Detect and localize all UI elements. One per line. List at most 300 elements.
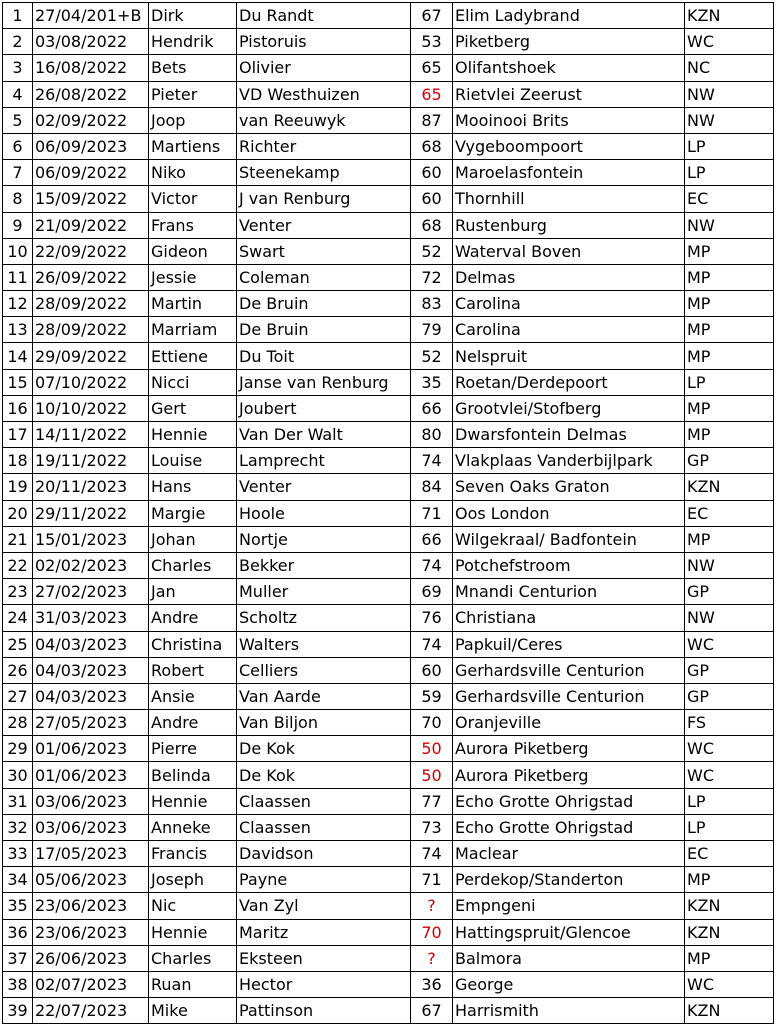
province-cell[interactable]: WC (685, 29, 774, 55)
last-name-cell[interactable]: J van Renburg (237, 186, 411, 212)
first-name-cell[interactable]: Joseph (149, 867, 237, 893)
first-name-cell[interactable]: Pierre (149, 736, 237, 762)
first-name-cell[interactable]: Dirk (149, 3, 237, 29)
date-cell[interactable]: 02/02/2023 (33, 552, 149, 578)
province-cell[interactable]: LP (685, 160, 774, 186)
province-cell[interactable]: GP (685, 657, 774, 683)
age-cell[interactable]: 52 (411, 238, 453, 264)
date-cell[interactable]: 23/06/2023 (33, 893, 149, 919)
spreadsheet-table (2, 2, 774, 1024)
age-cell[interactable]: 66 (411, 526, 453, 552)
age-cell[interactable]: 74 (411, 552, 453, 578)
date-cell[interactable]: 16/08/2022 (33, 55, 149, 81)
last-name-cell[interactable]: Scholtz (237, 605, 411, 631)
last-name-cell[interactable]: Van Zyl (237, 893, 411, 919)
row-number-cell[interactable]: 21 (3, 526, 33, 552)
place-cell[interactable]: Rustenburg (453, 212, 685, 238)
first-name-cell[interactable]: Andre (149, 710, 237, 736)
age-cell[interactable]: 77 (411, 788, 453, 814)
table-row (3, 422, 774, 448)
date-cell[interactable]: 06/09/2023 (33, 133, 149, 159)
province-cell[interactable]: GP (685, 579, 774, 605)
table-row (3, 579, 774, 605)
last-name-cell[interactable]: De Bruin (237, 291, 411, 317)
first-name-cell[interactable]: Mike (149, 998, 237, 1024)
place-cell[interactable]: Empngeni (453, 893, 685, 919)
place-cell[interactable]: Mooinooi Brits (453, 107, 685, 133)
row-number-cell[interactable]: 2 (3, 29, 33, 55)
date-cell[interactable]: 20/11/2023 (33, 474, 149, 500)
place-cell[interactable]: Rietvlei Zeerust (453, 81, 685, 107)
age-cell[interactable]: 70 (411, 710, 453, 736)
row-number-cell[interactable]: 26 (3, 657, 33, 683)
table-row (3, 55, 774, 81)
place-cell[interactable]: Harrismith (453, 998, 685, 1024)
age-cell[interactable]: 71 (411, 867, 453, 893)
province-cell[interactable]: MP (685, 526, 774, 552)
province-cell[interactable]: MP (685, 238, 774, 264)
row-number-cell[interactable]: 14 (3, 343, 33, 369)
row-number-cell[interactable]: 12 (3, 291, 33, 317)
place-cell[interactable]: Delmas (453, 264, 685, 290)
date-cell[interactable]: 28/09/2022 (33, 317, 149, 343)
last-name-cell[interactable]: Muller (237, 579, 411, 605)
first-name-cell[interactable]: Nic (149, 893, 237, 919)
table-row (3, 631, 774, 657)
first-name-cell[interactable]: Hans (149, 474, 237, 500)
place-cell[interactable]: Nelspruit (453, 343, 685, 369)
date-cell[interactable]: 23/06/2023 (33, 919, 149, 945)
row-number-cell[interactable]: 5 (3, 107, 33, 133)
age-cell[interactable]: 66 (411, 395, 453, 421)
first-name-cell[interactable]: Andre (149, 605, 237, 631)
date-cell[interactable]: 19/11/2022 (33, 448, 149, 474)
row-number-cell[interactable]: 10 (3, 238, 33, 264)
place-cell[interactable]: Elim Ladybrand (453, 3, 685, 29)
table-row (3, 291, 774, 317)
first-name-cell[interactable]: Louise (149, 448, 237, 474)
date-cell[interactable]: 04/03/2023 (33, 631, 149, 657)
place-cell[interactable]: Olifantshoek (453, 55, 685, 81)
province-cell[interactable]: NW (685, 81, 774, 107)
date-cell[interactable]: 26/09/2022 (33, 264, 149, 290)
date-cell[interactable]: 04/03/2023 (33, 683, 149, 709)
age-cell[interactable]: 52 (411, 343, 453, 369)
first-name-cell[interactable]: Victor (149, 186, 237, 212)
place-cell[interactable]: Seven Oaks Graton (453, 474, 685, 500)
date-cell[interactable]: 28/09/2022 (33, 291, 149, 317)
row-number-cell[interactable]: 19 (3, 474, 33, 500)
last-name-cell[interactable]: Steenekamp (237, 160, 411, 186)
row-number-cell[interactable]: 22 (3, 552, 33, 578)
first-name-cell[interactable]: Gideon (149, 238, 237, 264)
place-cell[interactable]: Piketberg (453, 29, 685, 55)
age-cell[interactable]: 84 (411, 474, 453, 500)
first-name-cell[interactable]: Ruan (149, 971, 237, 997)
age-cell[interactable]: 60 (411, 186, 453, 212)
place-cell[interactable]: Christiana (453, 605, 685, 631)
last-name-cell[interactable]: Van Biljon (237, 710, 411, 736)
place-cell[interactable]: Potchefstroom (453, 552, 685, 578)
row-number-cell[interactable]: 38 (3, 971, 33, 997)
first-name-cell[interactable]: Belinda (149, 762, 237, 788)
province-cell[interactable]: KZN (685, 998, 774, 1024)
place-cell[interactable]: Oranjeville (453, 710, 685, 736)
place-cell[interactable]: Aurora Piketberg (453, 736, 685, 762)
place-cell[interactable]: Balmora (453, 945, 685, 971)
row-number-cell[interactable]: 36 (3, 919, 33, 945)
last-name-cell[interactable]: De Kok (237, 736, 411, 762)
date-cell[interactable]: 22/09/2022 (33, 238, 149, 264)
first-name-cell[interactable]: Charles (149, 945, 237, 971)
table-row (3, 605, 774, 631)
date-cell[interactable]: 27/02/2023 (33, 579, 149, 605)
first-name-cell[interactable]: Hennie (149, 788, 237, 814)
age-cell[interactable]: 60 (411, 657, 453, 683)
province-cell[interactable]: EC (685, 841, 774, 867)
last-name-cell[interactable]: Lamprecht (237, 448, 411, 474)
age-cell[interactable]: 50 (411, 762, 453, 788)
first-name-cell[interactable]: Ansie (149, 683, 237, 709)
table-row (3, 29, 774, 55)
first-name-cell[interactable]: Hennie (149, 919, 237, 945)
row-number-cell[interactable]: 17 (3, 422, 33, 448)
last-name-cell[interactable]: Du Toit (237, 343, 411, 369)
age-cell[interactable]: 72 (411, 264, 453, 290)
first-name-cell[interactable]: Hendrik (149, 29, 237, 55)
age-cell[interactable]: 65 (411, 55, 453, 81)
place-cell[interactable]: Maclear (453, 841, 685, 867)
province-cell[interactable]: KZN (685, 919, 774, 945)
date-cell[interactable]: 27/04/201+B (33, 3, 149, 29)
date-cell[interactable]: 26/06/2023 (33, 945, 149, 971)
place-cell[interactable]: Carolina (453, 317, 685, 343)
province-cell[interactable]: GP (685, 448, 774, 474)
province-cell[interactable]: MP (685, 422, 774, 448)
date-cell[interactable]: 14/11/2022 (33, 422, 149, 448)
last-name-cell[interactable]: Van Der Walt (237, 422, 411, 448)
age-cell[interactable]: 74 (411, 631, 453, 657)
first-name-cell[interactable]: Hennie (149, 422, 237, 448)
date-cell[interactable]: 15/09/2022 (33, 186, 149, 212)
last-name-cell[interactable]: Bekker (237, 552, 411, 578)
place-cell[interactable]: Papkuil/Ceres (453, 631, 685, 657)
age-cell[interactable]: 65 (411, 81, 453, 107)
age-cell[interactable]: 68 (411, 212, 453, 238)
province-cell[interactable]: NC (685, 55, 774, 81)
province-cell[interactable]: LP (685, 788, 774, 814)
table-row (3, 710, 774, 736)
last-name-cell[interactable]: Payne (237, 867, 411, 893)
row-number-cell[interactable]: 39 (3, 998, 33, 1024)
date-cell[interactable]: 26/08/2022 (33, 81, 149, 107)
age-cell[interactable]: 35 (411, 369, 453, 395)
province-cell[interactable]: KZN (685, 3, 774, 29)
province-cell[interactable]: KZN (685, 474, 774, 500)
table-row (3, 369, 774, 395)
place-cell[interactable]: Waterval Boven (453, 238, 685, 264)
place-cell[interactable]: Mnandi Centurion (453, 579, 685, 605)
row-number-cell[interactable]: 18 (3, 448, 33, 474)
table-row (3, 552, 774, 578)
place-cell[interactable]: Carolina (453, 291, 685, 317)
date-cell[interactable]: 06/09/2022 (33, 160, 149, 186)
age-cell[interactable]: 68 (411, 133, 453, 159)
province-cell[interactable]: WC (685, 631, 774, 657)
last-name-cell[interactable]: Venter (237, 474, 411, 500)
first-name-cell[interactable]: Niko (149, 160, 237, 186)
place-cell[interactable]: Echo Grotte Ohrigstad (453, 788, 685, 814)
row-number-cell[interactable]: 16 (3, 395, 33, 421)
date-cell[interactable]: 17/05/2023 (33, 841, 149, 867)
first-name-cell[interactable]: Martiens (149, 133, 237, 159)
place-cell[interactable]: Oos London (453, 500, 685, 526)
table-row (3, 264, 774, 290)
table-row (3, 971, 774, 997)
province-cell[interactable]: EC (685, 500, 774, 526)
date-cell[interactable]: 29/11/2022 (33, 500, 149, 526)
first-name-cell[interactable]: Anneke (149, 814, 237, 840)
age-cell[interactable]: 50 (411, 736, 453, 762)
age-cell[interactable]: 67 (411, 998, 453, 1024)
date-cell[interactable]: 01/06/2023 (33, 762, 149, 788)
first-name-cell[interactable]: Margie (149, 500, 237, 526)
last-name-cell[interactable]: Venter (237, 212, 411, 238)
row-number-cell[interactable]: 11 (3, 264, 33, 290)
last-name-cell[interactable]: Davidson (237, 841, 411, 867)
place-cell[interactable]: Perdekop/Standerton (453, 867, 685, 893)
first-name-cell[interactable]: Francis (149, 841, 237, 867)
first-name-cell[interactable]: Bets (149, 55, 237, 81)
first-name-cell[interactable]: Gert (149, 395, 237, 421)
age-cell[interactable]: 70 (411, 919, 453, 945)
date-cell[interactable]: 31/03/2023 (33, 605, 149, 631)
first-name-cell[interactable]: Marriam (149, 317, 237, 343)
province-cell[interactable]: WC (685, 736, 774, 762)
place-cell[interactable]: Grootvlei/Stofberg (453, 395, 685, 421)
place-cell[interactable]: Dwarsfontein Delmas (453, 422, 685, 448)
row-number-cell[interactable]: 27 (3, 683, 33, 709)
row-number-cell[interactable]: 3 (3, 55, 33, 81)
age-cell[interactable]: 73 (411, 814, 453, 840)
table-row (3, 683, 774, 709)
last-name-cell[interactable]: Joubert (237, 395, 411, 421)
place-cell[interactable]: Aurora Piketberg (453, 762, 685, 788)
age-cell[interactable]: 69 (411, 579, 453, 605)
date-cell[interactable]: 03/08/2022 (33, 29, 149, 55)
place-cell[interactable]: Maroelasfontein (453, 160, 685, 186)
row-number-cell[interactable]: 20 (3, 500, 33, 526)
province-cell[interactable]: FS (685, 710, 774, 736)
last-name-cell[interactable]: Pistoruis (237, 29, 411, 55)
row-number-cell[interactable]: 28 (3, 710, 33, 736)
last-name-cell[interactable]: Pattinson (237, 998, 411, 1024)
date-cell[interactable]: 02/07/2023 (33, 971, 149, 997)
table-row (3, 526, 774, 552)
last-name-cell[interactable]: van Reeuwyk (237, 107, 411, 133)
place-cell[interactable]: George (453, 971, 685, 997)
row-number-cell[interactable]: 9 (3, 212, 33, 238)
row-number-cell[interactable]: 25 (3, 631, 33, 657)
province-cell[interactable]: MP (685, 395, 774, 421)
last-name-cell[interactable]: Van Aarde (237, 683, 411, 709)
province-cell[interactable]: NW (685, 212, 774, 238)
table-row (3, 395, 774, 421)
date-cell[interactable]: 05/06/2023 (33, 867, 149, 893)
row-number-cell[interactable]: 6 (3, 133, 33, 159)
province-cell[interactable]: NW (685, 107, 774, 133)
age-cell[interactable]: ? (411, 945, 453, 971)
province-cell[interactable]: MP (685, 291, 774, 317)
date-cell[interactable]: 02/09/2022 (33, 107, 149, 133)
age-cell[interactable]: 80 (411, 422, 453, 448)
age-cell[interactable]: 83 (411, 291, 453, 317)
date-cell[interactable]: 21/09/2022 (33, 212, 149, 238)
place-cell[interactable]: Gerhardsville Centurion (453, 683, 685, 709)
province-cell[interactable]: WC (685, 762, 774, 788)
age-cell[interactable]: 71 (411, 500, 453, 526)
province-cell[interactable]: LP (685, 133, 774, 159)
table-row (3, 762, 774, 788)
age-cell[interactable]: 60 (411, 160, 453, 186)
first-name-cell[interactable]: Pieter (149, 81, 237, 107)
province-cell[interactable]: NW (685, 552, 774, 578)
last-name-cell[interactable]: Richter (237, 133, 411, 159)
province-cell[interactable]: EC (685, 186, 774, 212)
last-name-cell[interactable]: VD Westhuizen (237, 81, 411, 107)
province-cell[interactable]: WC (685, 971, 774, 997)
age-cell[interactable]: ? (411, 893, 453, 919)
date-cell[interactable]: 22/07/2023 (33, 998, 149, 1024)
row-number-cell[interactable]: 34 (3, 867, 33, 893)
row-number-cell[interactable]: 30 (3, 762, 33, 788)
last-name-cell[interactable]: Janse van Renburg (237, 369, 411, 395)
row-number-cell[interactable]: 29 (3, 736, 33, 762)
row-number-cell[interactable]: 7 (3, 160, 33, 186)
place-cell[interactable]: Thornhill (453, 186, 685, 212)
first-name-cell[interactable]: Joop (149, 107, 237, 133)
row-number-cell[interactable]: 31 (3, 788, 33, 814)
place-cell[interactable]: Roetan/Derdepoort (453, 369, 685, 395)
place-cell[interactable]: Echo Grotte Ohrigstad (453, 814, 685, 840)
first-name-cell[interactable]: Christina (149, 631, 237, 657)
first-name-cell[interactable]: Jan (149, 579, 237, 605)
place-cell[interactable]: Hattingspruit/Glencoe (453, 919, 685, 945)
row-number-cell[interactable]: 33 (3, 841, 33, 867)
row-number-cell[interactable]: 15 (3, 369, 33, 395)
age-cell[interactable]: 74 (411, 448, 453, 474)
age-cell[interactable]: 67 (411, 3, 453, 29)
province-cell[interactable]: MP (685, 945, 774, 971)
row-number-cell[interactable]: 24 (3, 605, 33, 631)
first-name-cell[interactable]: Johan (149, 526, 237, 552)
date-cell[interactable]: 15/01/2023 (33, 526, 149, 552)
table-row (3, 81, 774, 107)
table-row (3, 998, 774, 1024)
last-name-cell[interactable]: Du Randt (237, 3, 411, 29)
table-row (3, 736, 774, 762)
first-name-cell[interactable]: Ettiene (149, 343, 237, 369)
date-cell[interactable]: 03/06/2023 (33, 814, 149, 840)
table-row (3, 788, 774, 814)
age-cell[interactable]: 36 (411, 971, 453, 997)
last-name-cell[interactable]: Swart (237, 238, 411, 264)
place-cell[interactable]: Vygeboompoort (453, 133, 685, 159)
row-number-cell[interactable]: 4 (3, 81, 33, 107)
place-cell[interactable]: Wilgekraal/ Badfontein (453, 526, 685, 552)
age-cell[interactable]: 59 (411, 683, 453, 709)
province-cell[interactable]: MP (685, 867, 774, 893)
age-cell[interactable]: 53 (411, 29, 453, 55)
first-name-cell[interactable]: Jessie (149, 264, 237, 290)
row-number-cell[interactable]: 8 (3, 186, 33, 212)
first-name-cell[interactable]: Frans (149, 212, 237, 238)
last-name-cell[interactable]: Hoole (237, 500, 411, 526)
first-name-cell[interactable]: Martin (149, 291, 237, 317)
table-row (3, 893, 774, 919)
age-cell[interactable]: 79 (411, 317, 453, 343)
last-name-cell[interactable]: Claassen (237, 814, 411, 840)
table-row (3, 841, 774, 867)
row-number-cell[interactable]: 1 (3, 3, 33, 29)
first-name-cell[interactable]: Nicci (149, 369, 237, 395)
row-number-cell[interactable]: 35 (3, 893, 33, 919)
place-cell[interactable]: Vlakplaas Vanderbijlpark (453, 448, 685, 474)
last-name-cell[interactable]: Eksteen (237, 945, 411, 971)
age-cell[interactable]: 87 (411, 107, 453, 133)
date-cell[interactable]: 03/06/2023 (33, 788, 149, 814)
table-row (3, 500, 774, 526)
table-row (3, 238, 774, 264)
last-name-cell[interactable]: De Bruin (237, 317, 411, 343)
province-cell[interactable]: NW (685, 605, 774, 631)
age-cell[interactable]: 76 (411, 605, 453, 631)
first-name-cell[interactable]: Robert (149, 657, 237, 683)
province-cell[interactable]: LP (685, 814, 774, 840)
date-cell[interactable]: 10/10/2022 (33, 395, 149, 421)
last-name-cell[interactable]: Walters (237, 631, 411, 657)
row-number-cell[interactable]: 32 (3, 814, 33, 840)
province-cell[interactable]: MP (685, 343, 774, 369)
last-name-cell[interactable]: Maritz (237, 919, 411, 945)
age-cell[interactable]: 74 (411, 841, 453, 867)
table-row (3, 212, 774, 238)
last-name-cell[interactable]: Hector (237, 971, 411, 997)
first-name-cell[interactable]: Charles (149, 552, 237, 578)
last-name-cell[interactable]: Claassen (237, 788, 411, 814)
date-cell[interactable]: 01/06/2023 (33, 736, 149, 762)
province-cell[interactable]: MP (685, 317, 774, 343)
last-name-cell[interactable]: Celliers (237, 657, 411, 683)
table-row (3, 133, 774, 159)
province-cell[interactable]: GP (685, 683, 774, 709)
date-cell[interactable]: 27/05/2023 (33, 710, 149, 736)
date-cell[interactable]: 04/03/2023 (33, 657, 149, 683)
row-number-cell[interactable]: 13 (3, 317, 33, 343)
place-cell[interactable]: Gerhardsville Centurion (453, 657, 685, 683)
province-cell[interactable]: LP (685, 369, 774, 395)
row-number-cell[interactable]: 37 (3, 945, 33, 971)
last-name-cell[interactable]: Coleman (237, 264, 411, 290)
last-name-cell[interactable]: De Kok (237, 762, 411, 788)
row-number-cell[interactable]: 23 (3, 579, 33, 605)
last-name-cell[interactable]: Olivier (237, 55, 411, 81)
last-name-cell[interactable]: Nortje (237, 526, 411, 552)
province-cell[interactable]: MP (685, 264, 774, 290)
date-cell[interactable]: 07/10/2022 (33, 369, 149, 395)
date-cell[interactable]: 29/09/2022 (33, 343, 149, 369)
province-cell[interactable]: KZN (685, 893, 774, 919)
